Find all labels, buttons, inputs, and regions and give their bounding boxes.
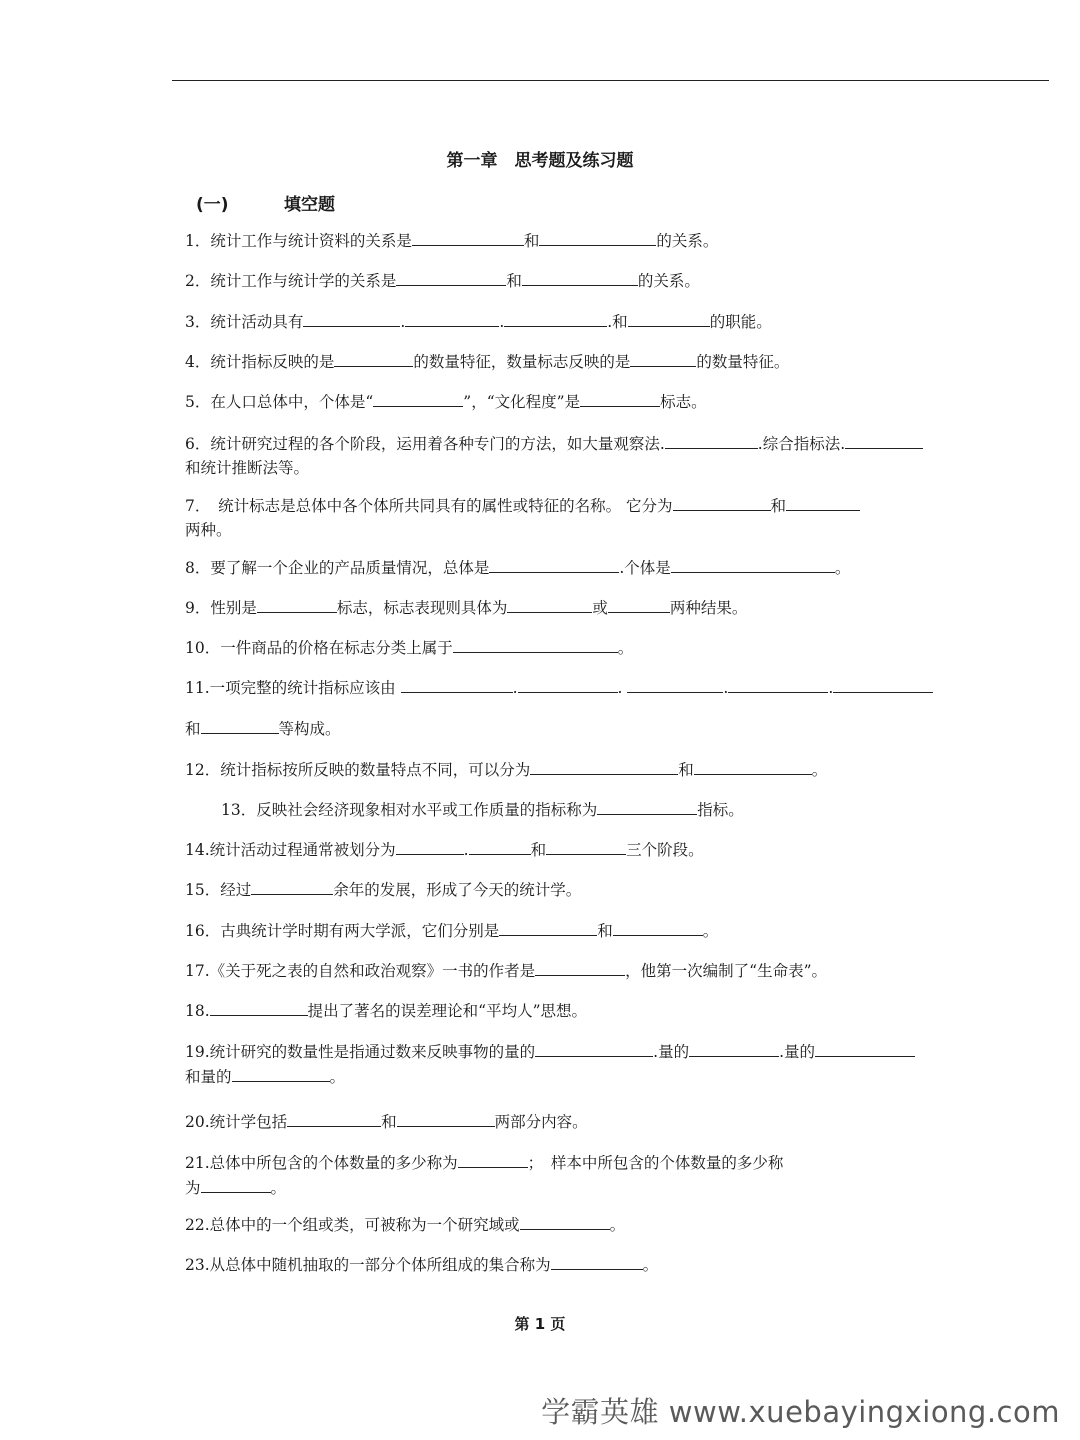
question-text: 和 [770, 497, 787, 515]
answer-blank [458, 1150, 528, 1168]
answer-blank [597, 797, 697, 815]
question-text: . [617, 679, 628, 697]
question-text: 提出了著名的误差理论和“平均人”思想。 [307, 1002, 588, 1020]
question-text: .量的 [779, 1043, 816, 1061]
answer-blank [833, 675, 933, 693]
question-text: 。 [834, 559, 851, 577]
question-text: . [400, 313, 406, 331]
answer-blank [504, 309, 607, 327]
question-text: 和统计推断法等。 [185, 459, 310, 477]
answer-blank [373, 389, 463, 407]
answer-blank [251, 877, 333, 895]
answer-blank [627, 675, 723, 693]
answer-blank [469, 837, 531, 855]
question-text: 和 [597, 922, 613, 940]
question-text: . [723, 679, 729, 697]
answer-blank [397, 1109, 495, 1127]
answer-blank [210, 998, 308, 1016]
question-text: 的职能。 [709, 313, 772, 331]
section-number: (一) [196, 195, 229, 215]
question-text: 2．统计工作与统计学的关系是 [185, 272, 397, 290]
answer-blank [396, 837, 464, 855]
question-text: 三个阶段。 [626, 841, 704, 859]
header-rule [172, 80, 1049, 81]
question-text: 。 [329, 1068, 346, 1086]
question-text: . [828, 679, 834, 697]
section-heading [196, 190, 335, 215]
question-text: 为 [185, 1179, 201, 1197]
answer-blank [613, 918, 703, 936]
question-15 [185, 877, 1005, 902]
question-19 [185, 1039, 1005, 1089]
page-number: 第 1 页 [514, 1315, 566, 1333]
question-text: 。 [702, 922, 719, 940]
answer-blank [630, 349, 696, 367]
question-text: 的关系。 [656, 232, 719, 250]
question-text: 13．反映社会经济现象相对水平或工作质量的指标称为 [221, 801, 598, 819]
question-14 [185, 837, 1005, 862]
question-text: 两部分内容。 [494, 1113, 588, 1131]
question-text: 17.《关于死之表的自然和政治观察》一书的作者是 [185, 962, 536, 980]
question-text: 。 [270, 1179, 287, 1197]
answer-blank [287, 1109, 381, 1127]
question-text: 和量的 [185, 1068, 232, 1086]
question-text: 21.总体中所包含的个体数量的多少称为 [185, 1154, 458, 1172]
question-text: 和 [185, 720, 201, 738]
question-23 [185, 1252, 1005, 1277]
answer-blank [628, 309, 710, 327]
question-text: 23.从总体中随机抽取的一部分个体所组成的集合称为 [185, 1256, 551, 1274]
question-text: 11.一项完整的统计指标应该由 [185, 679, 401, 697]
question-4 [185, 349, 1005, 374]
question-text: 1．统计工作与统计资料的关系是 [185, 232, 412, 250]
question-text: ，他第一次编制了“生命表”。 [625, 962, 828, 980]
question-text: 和 [523, 232, 540, 250]
question-5 [185, 389, 1005, 414]
answer-blank [453, 635, 618, 653]
answer-blank [507, 595, 592, 613]
answer-blank [608, 595, 670, 613]
question-7 [185, 493, 1005, 542]
question-text: 两种结果。 [669, 599, 748, 617]
question-text: . [512, 679, 518, 697]
question-text: 5．在人口总体中，个体是“ [185, 393, 374, 411]
answer-blank [520, 1212, 610, 1230]
answer-blank [535, 958, 625, 976]
answer-blank [530, 757, 678, 775]
answer-blank [665, 431, 758, 449]
question-text: 。 [609, 1216, 626, 1234]
answer-blank [499, 918, 597, 936]
question-8 [185, 555, 1005, 580]
question-text: 标志，标志表现则具体为 [336, 599, 508, 617]
question-11 [185, 675, 1005, 700]
question-text: 或 [592, 599, 608, 617]
answer-blank [201, 1175, 271, 1193]
answer-blank [551, 1252, 643, 1270]
question-text: 22.总体中的一个组或类，可被称为一个研究域或 [185, 1216, 520, 1234]
question-text: 6．统计研究过程的各个阶段，运用着各种专门的方法，如大量观察法. [185, 435, 665, 453]
answer-blank [396, 268, 506, 286]
question-22 [185, 1212, 1005, 1237]
question-text: 和 [381, 1113, 397, 1131]
question-18 [185, 998, 1005, 1023]
answer-blank [257, 595, 337, 613]
answer-blank [334, 349, 413, 367]
question-6 [185, 431, 1005, 480]
question-text: . [463, 841, 469, 859]
question-text: 的关系。 [637, 272, 700, 290]
question-text: .个体是 [619, 559, 671, 577]
answer-blank [546, 837, 626, 855]
answer-blank [412, 228, 524, 246]
question-text: 。 [642, 1256, 659, 1274]
question-text: .量的 [653, 1043, 690, 1061]
answer-blank [303, 309, 400, 327]
question-text: 16．古典统计学时期有两大学派，它们分别是 [185, 922, 500, 940]
question-text: . [499, 313, 505, 331]
answer-blank [522, 268, 638, 286]
question-16 [185, 918, 1005, 943]
question-text: .和 [607, 313, 628, 331]
question-13 [221, 797, 1041, 822]
answer-blank [201, 716, 279, 734]
question-text: 15．经过 [185, 881, 252, 899]
answer-blank [539, 228, 656, 246]
question-text: ； 样本中所包含的个体数量的多少称 [527, 1154, 784, 1172]
question-text: 和 [530, 841, 547, 859]
question-11-cont [185, 716, 1005, 741]
question-text: 19.统计研究的数量性是指通过数来反映事物的量的 [185, 1043, 536, 1061]
question-text: 。 [811, 761, 828, 779]
answer-blank [535, 1039, 653, 1057]
answer-blank [489, 555, 619, 573]
question-text: 4．统计指标反映的是 [185, 353, 335, 371]
answer-blank [580, 389, 660, 407]
question-3 [185, 309, 1005, 334]
answer-blank [845, 431, 923, 449]
question-text: 。 [617, 639, 634, 657]
question-17 [185, 958, 1005, 983]
answer-blank [689, 1039, 779, 1057]
question-9 [185, 595, 1005, 620]
question-text: ”，“文化程度”是 [463, 393, 581, 411]
question-21 [185, 1150, 1005, 1200]
question-text: .综合指标法. [757, 435, 846, 453]
question-text: 标志。 [660, 393, 707, 411]
chapter-title: 第一章 思考题及练习题 [446, 151, 634, 171]
question-12 [185, 757, 1005, 782]
question-10 [185, 635, 1005, 660]
question-text: 3．统计活动具有 [185, 313, 304, 331]
answer-blank [694, 757, 812, 775]
question-text: 18. [185, 1002, 210, 1020]
question-text: 两种。 [185, 521, 232, 539]
question-text: 等构成。 [278, 720, 341, 738]
answer-blank [815, 1039, 915, 1057]
question-text: 10．一件商品的价格在标志分类上属于 [185, 639, 453, 657]
answer-blank [401, 675, 513, 693]
question-text: 的数量特征。 [696, 353, 790, 371]
question-text: 20.统计学包括 [185, 1113, 288, 1131]
site-watermark: 学霸英雄 www.xuebayingxiong.com [541, 1395, 1060, 1429]
question-1 [185, 228, 1005, 253]
question-20 [185, 1109, 1005, 1134]
question-text: 的数量特征，数量标志反映的是 [413, 353, 631, 371]
answer-blank [671, 555, 835, 573]
question-text: 指标。 [697, 801, 744, 819]
section-title: 填空题 [284, 195, 335, 215]
question-text: 8．要了解一个企业的产品质量情况，总体是 [185, 559, 490, 577]
question-text: 7． 统计标志是总体中各个体所共同具有的属性或特征的名称。 它分为 [185, 497, 673, 515]
question-text: 余年的发展，形成了今天的统计学。 [333, 881, 582, 899]
answer-blank [232, 1064, 330, 1082]
answer-blank [518, 675, 618, 693]
question-text: 和 [678, 761, 694, 779]
answer-blank [728, 675, 828, 693]
question-2 [185, 268, 1005, 293]
question-text: 和 [506, 272, 522, 290]
question-text: 14.统计活动过程通常被划分为 [185, 841, 396, 859]
answer-blank [405, 309, 499, 327]
answer-blank [786, 493, 860, 511]
question-text: 9．性别是 [185, 599, 257, 617]
question-text: 12．统计指标按所反映的数量特点不同，可以分为 [185, 761, 531, 779]
answer-blank [673, 493, 771, 511]
